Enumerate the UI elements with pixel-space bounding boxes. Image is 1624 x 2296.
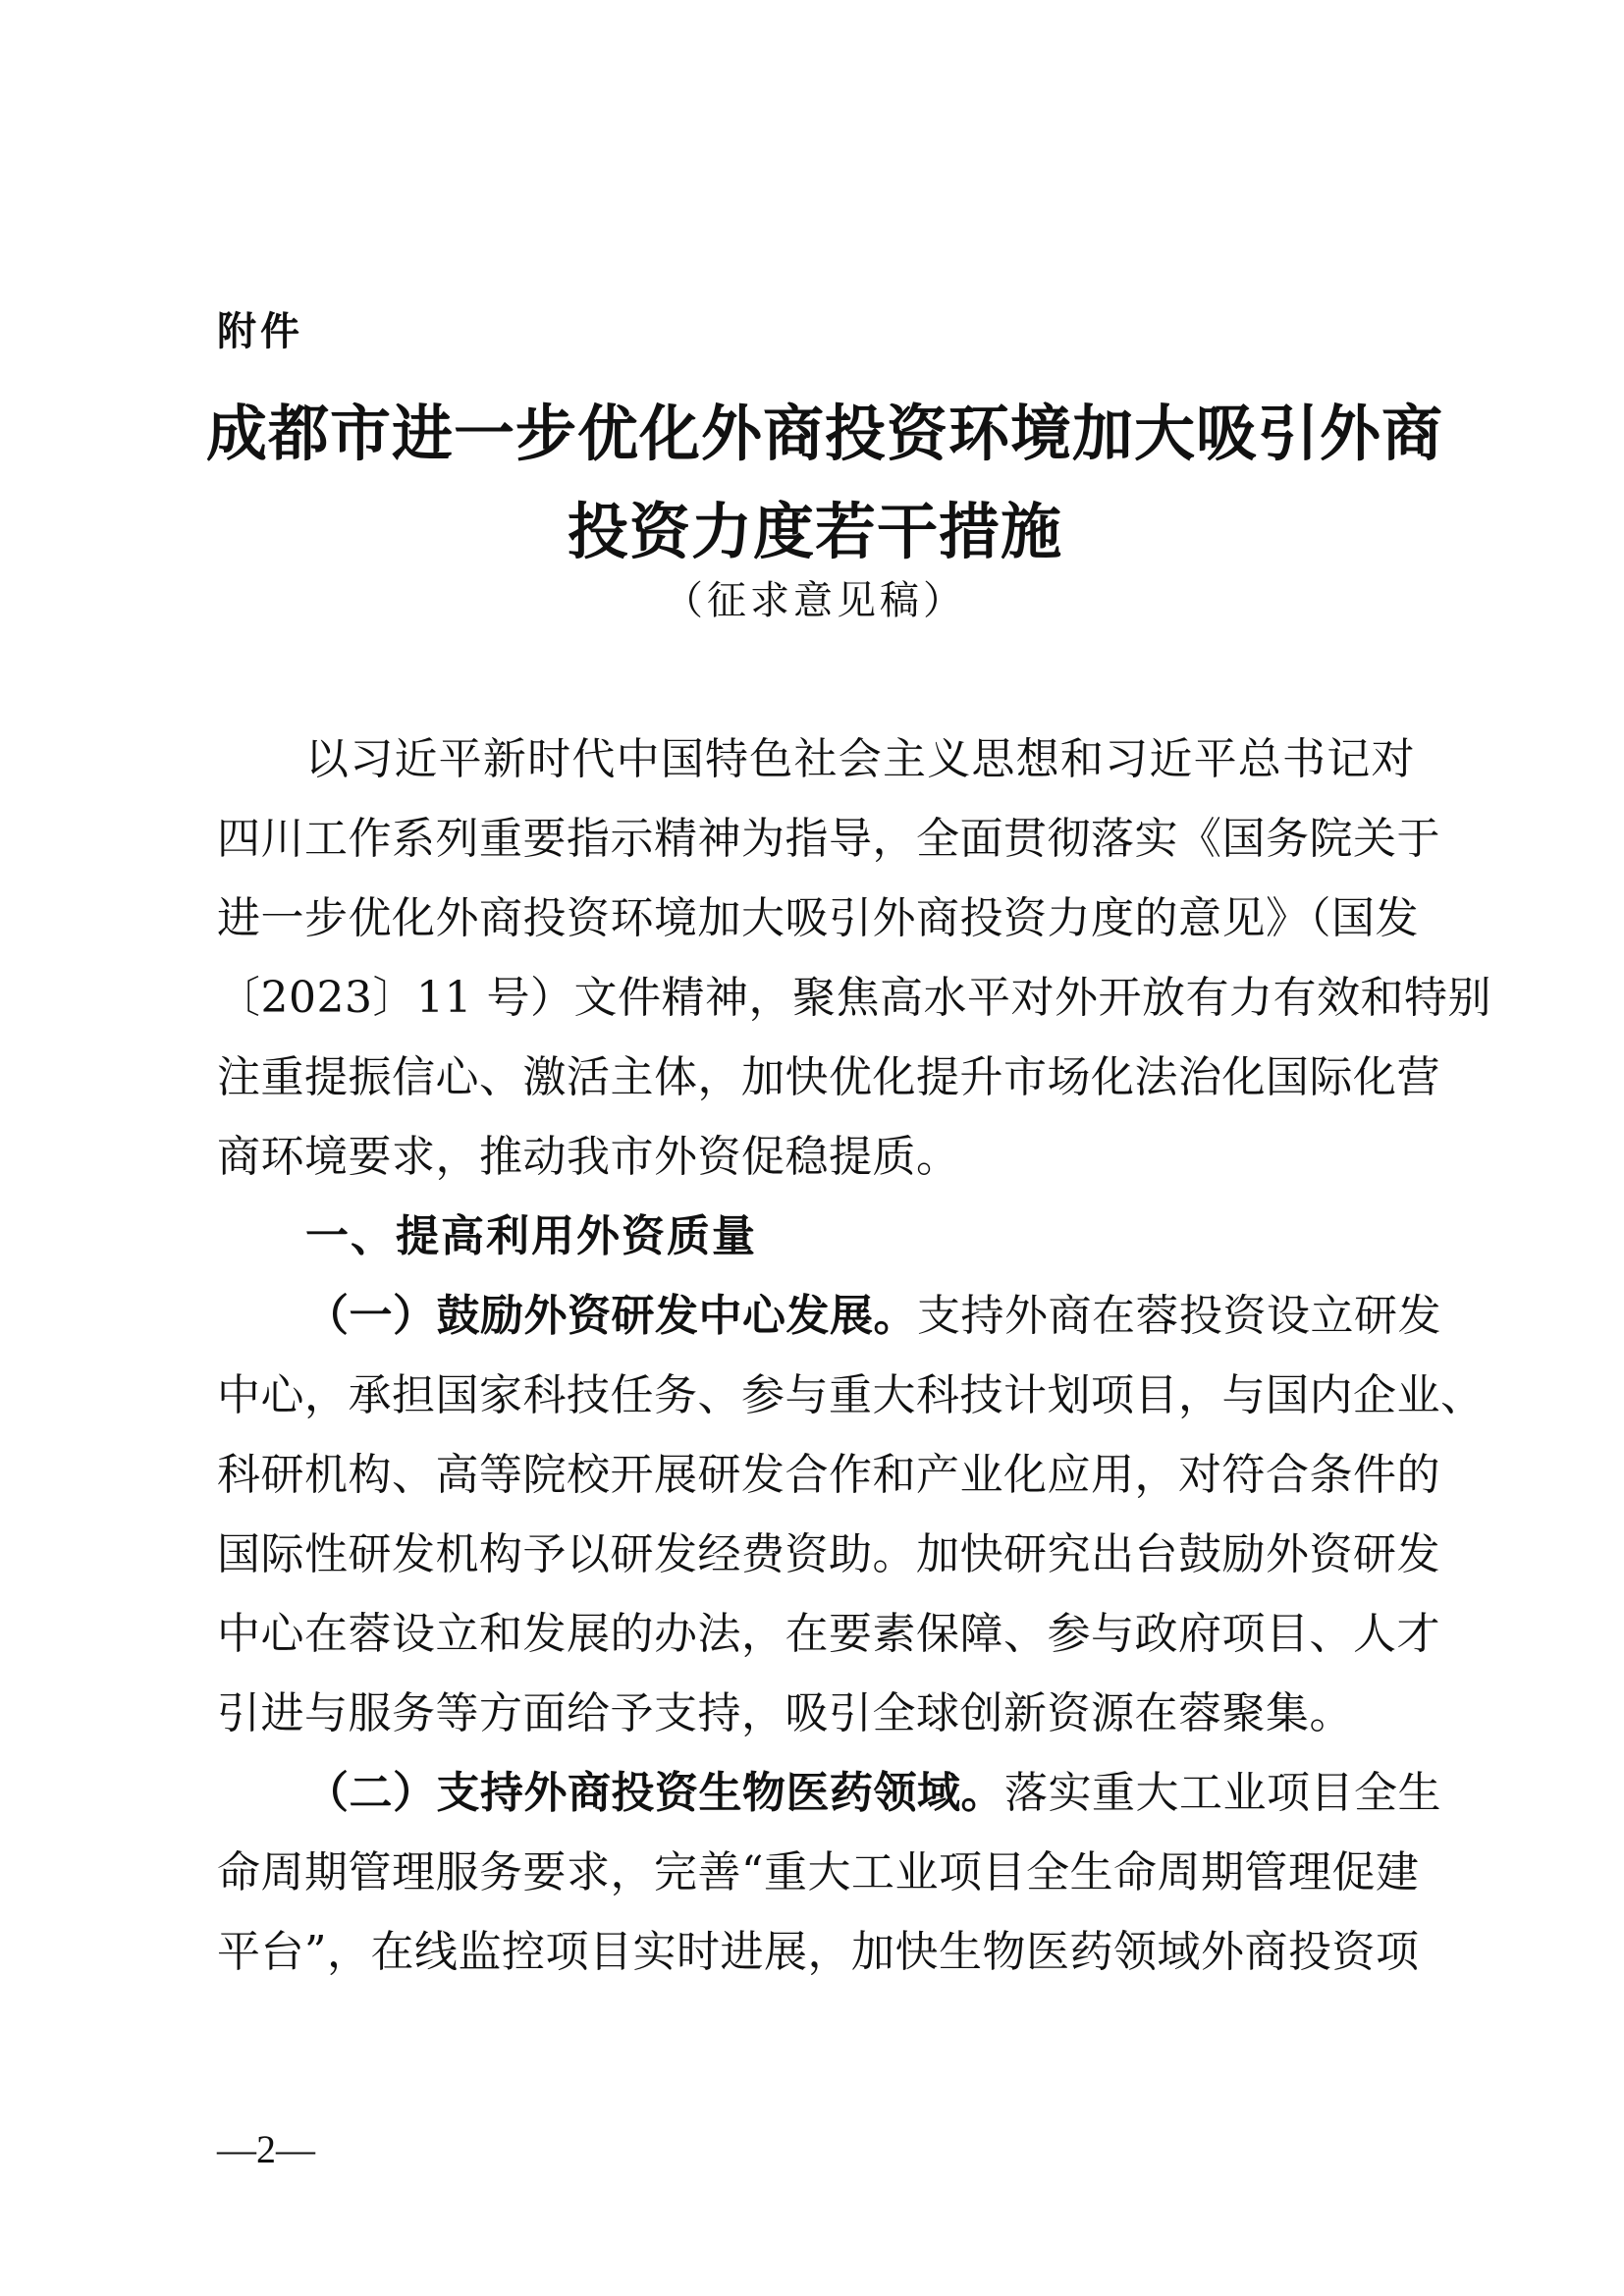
document-title-line-1: 成都市进一步优化外商投资环境加大吸引外商 bbox=[206, 398, 1444, 469]
item-line: 引进与服务等方面给予支持，吸引全球创新资源在蓉聚集。 bbox=[217, 1688, 1353, 1738]
item-paragraph-first-line bbox=[305, 1766, 1441, 1821]
intro-line: 〔2023〕11 号）文件精神，聚焦高水平对外开放有力有效和特别 bbox=[217, 973, 1491, 1023]
attachment-label: 附件 bbox=[217, 309, 303, 354]
item-text: 落实重大工业项目全生 bbox=[1004, 1768, 1441, 1818]
item-line: 平台”，在线监控项目实时进展，加快生物医药领域外商投资项 bbox=[217, 1927, 1420, 1977]
item-heading: （二）支持外商投资生物医药领域。 bbox=[305, 1768, 1004, 1818]
item-line: 中心，承担国家科技任务、参与重大科技计划项目，与国内企业、 bbox=[217, 1370, 1485, 1420]
item-line: 中心在蓉设立和发展的办法，在要素保障、参与政府项目、人才 bbox=[217, 1609, 1440, 1659]
item-paragraph-first-line bbox=[305, 1289, 1441, 1344]
intro-line: 进一步优化外商投资环境加大吸引外商投资力度的意见》（国发 bbox=[217, 893, 1419, 943]
section-heading: 一、提高利用外资质量 bbox=[305, 1211, 757, 1261]
intro-line: 商环境要求，推动我市外资促稳提质。 bbox=[217, 1132, 960, 1182]
item-line: 科研机构、高等院校开展研发合作和产业化应用，对符合条件的 bbox=[217, 1450, 1440, 1500]
item-heading: （一）鼓励外资研发中心发展。 bbox=[305, 1291, 917, 1341]
intro-line: 四川工作系列重要指示精神为指导，全面贯彻落实《国务院关于 bbox=[217, 814, 1440, 864]
intro-line: 注重提振信心、激活主体，加快优化提升市场化法治化国际化营 bbox=[217, 1052, 1440, 1102]
item-line: 命周期管理服务要求，完善“重大工业项目全生命周期管理促建 bbox=[217, 1847, 1420, 1897]
item-line: 国际性研发机构予以研发经费资助。加快研究出台鼓励外资研发 bbox=[217, 1529, 1440, 1579]
item-text: 支持外商在蓉投资设立研发 bbox=[917, 1291, 1441, 1341]
page-number: —2— bbox=[217, 2127, 315, 2171]
document-subtitle: （征求意见稿） bbox=[664, 578, 966, 623]
document-title-line-2: 投资力度若干措施 bbox=[567, 496, 1062, 567]
intro-line: 以习近平新时代中国特色社会主义思想和习近平总书记对 bbox=[305, 734, 1415, 784]
